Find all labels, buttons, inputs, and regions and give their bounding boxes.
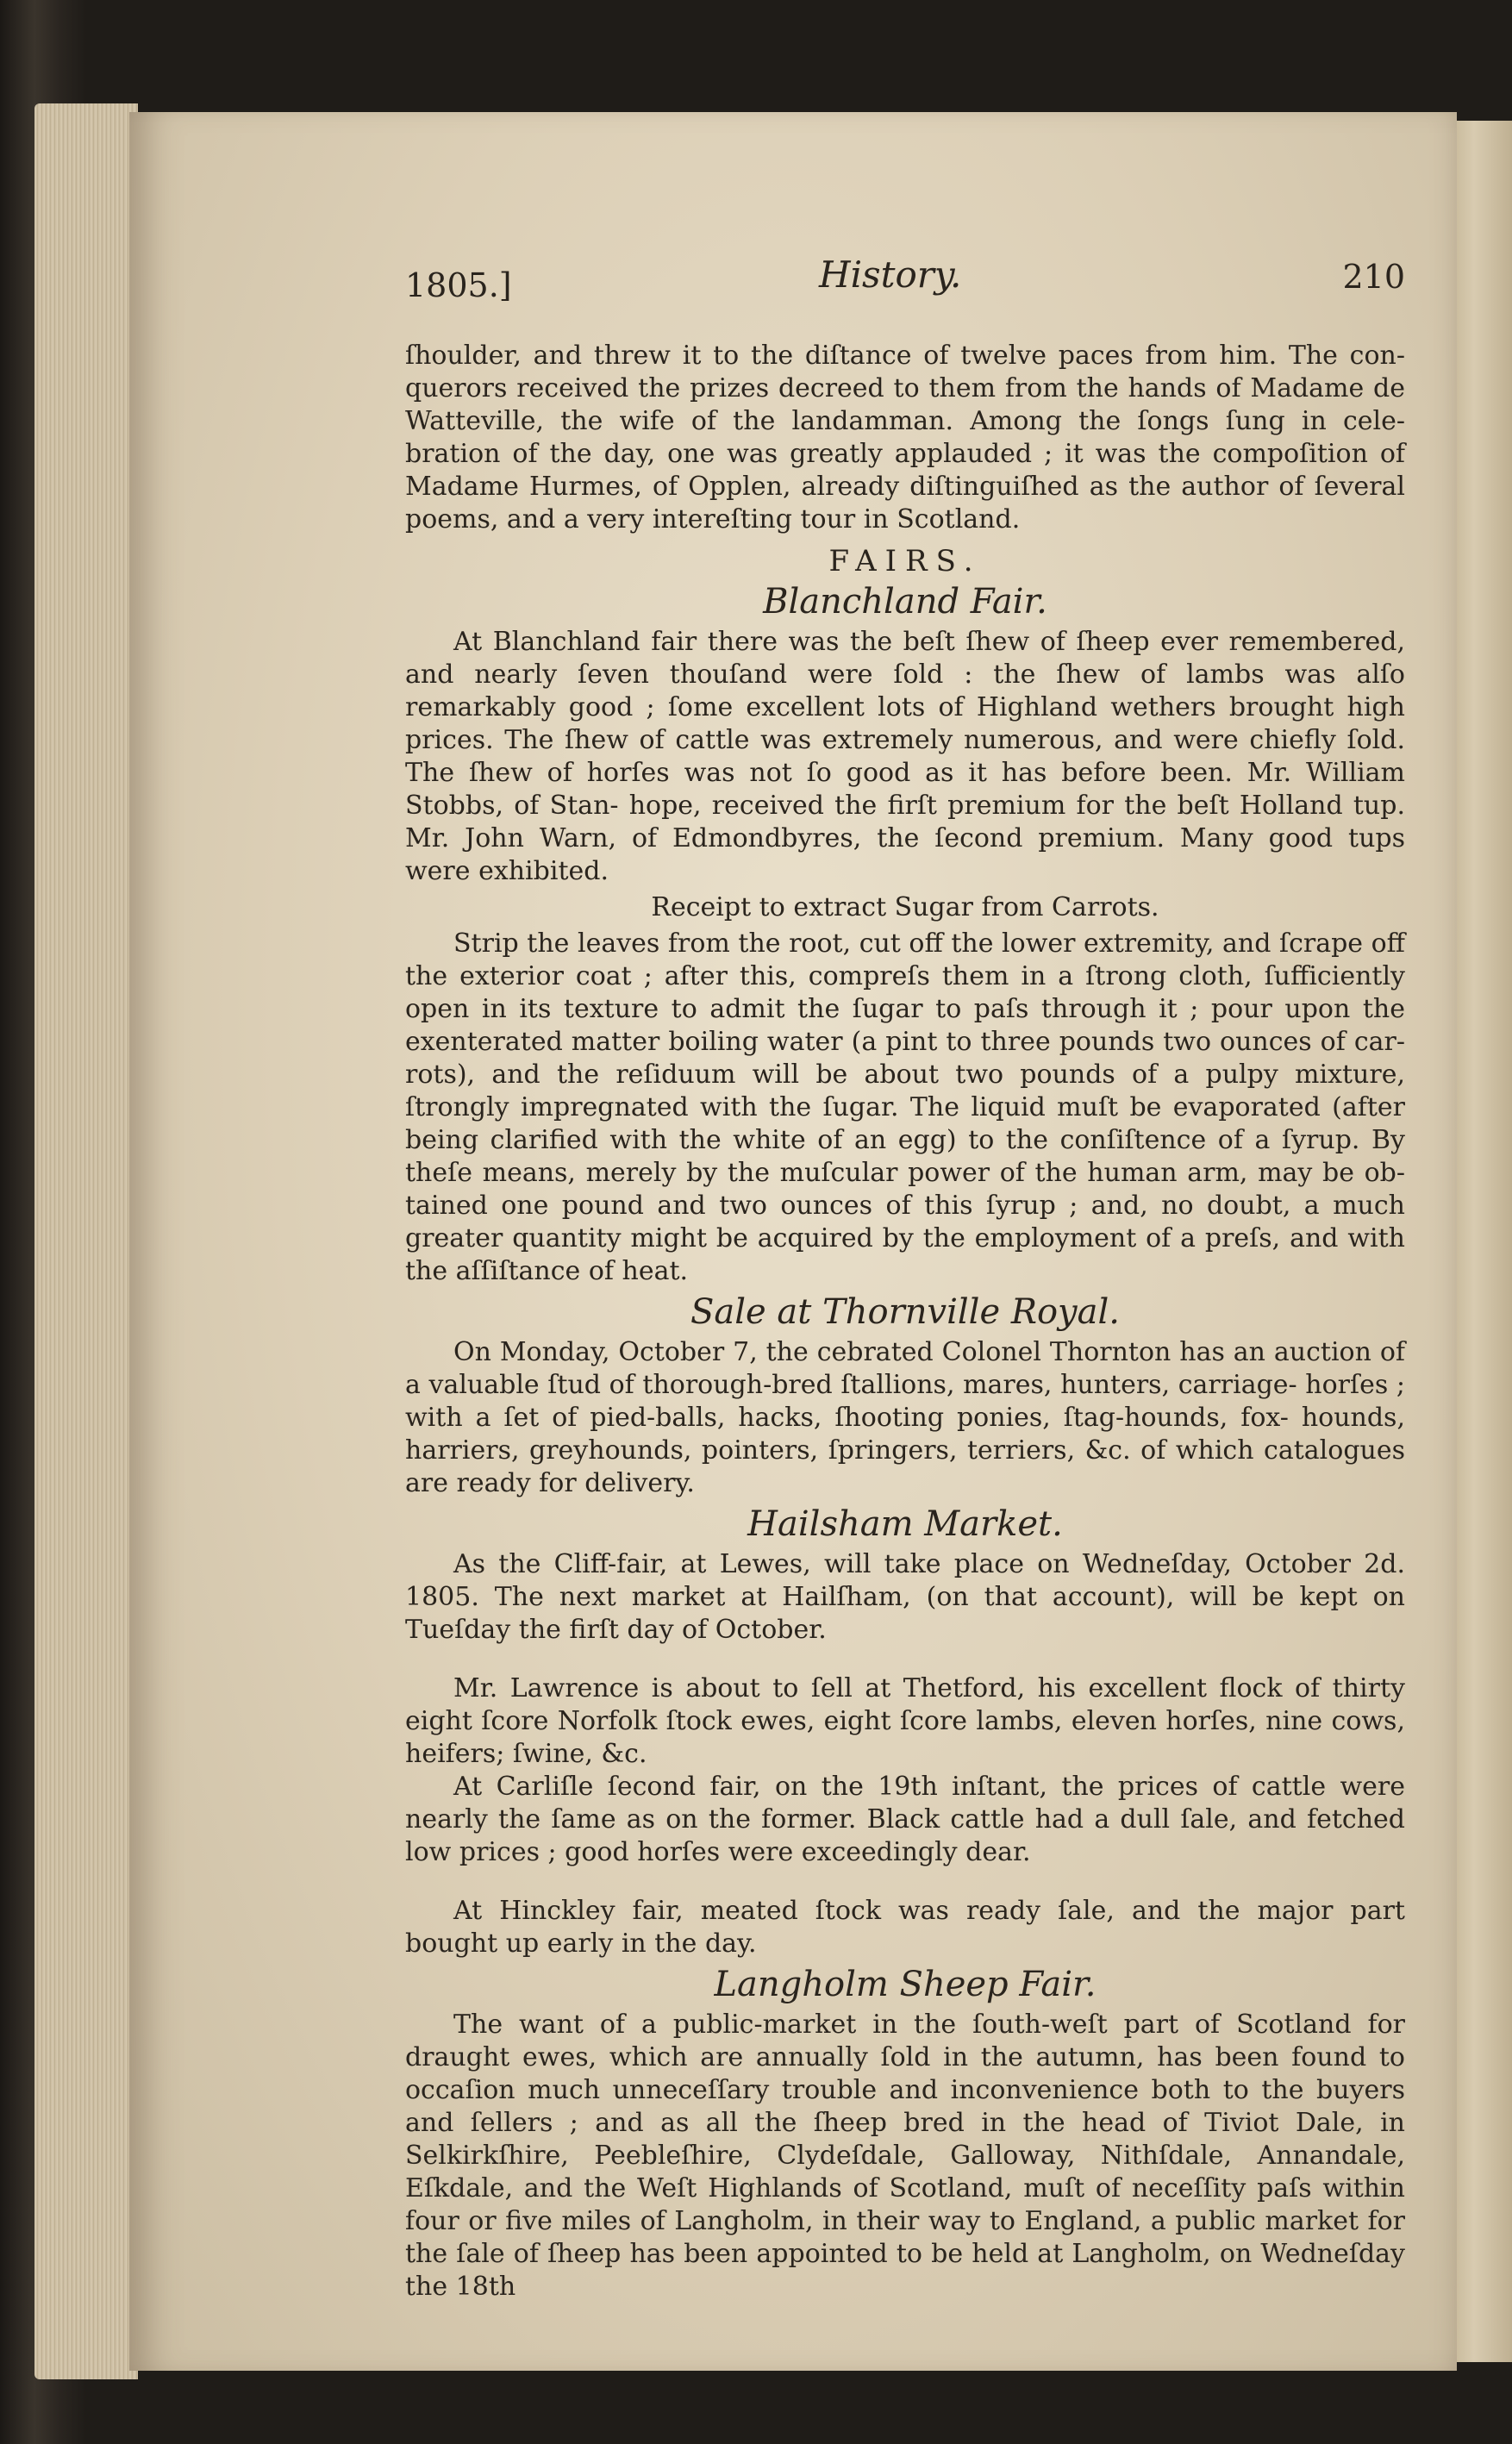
heading-hailsham-market: Hailsham Market.	[747, 1504, 1063, 1544]
paragraph-lawrence: Mr. Lawrence is about to ſell at Thetford, his excellent flock of thirty eight ſcore Norfolk ſtock ewes, eight ſcore lambs, eleven horſes, nine cows, heifers; ſwine, &c.	[405, 1673, 1405, 1769]
paragraph-festival: ſhoulder, and threw it to the diſtance of twelve paces from him. The con- querors received the prizes decreed to them from the hands of Madame de Watteville, the wife of the landamman. Among the ſongs ſung in cele- bration of the day, one was greatly applauded ; it was the compoſition of Madame Hurmes, of Opplen, already diſtinguiſhed as the author of ſeveral poems, and a very intereſting tour in Scotland.	[405, 341, 1405, 534]
paragraph-langholm: The want of a public-market in the ſouth-weſt part of Scotland for draught ewes, which are annually ſold in the autumn, has been found to occaſion much unneceſſary trouble and inconvenience both to the buyers and ſellers ; and as all the ſheep bred in the head of Tiviot Dale, in Selkirkſhire, Peebleſhire, Clydeſdale, Galloway, Nithſdale, Annandale, Eſkdale, and the Weſt Highlands of Scotland, muſt of neceſſity paſs within four or five miles of Langholm, in their way to England, a public market for the ſale of ſheep has been appointed to be held at Langholm, on Wedneſday the 18th	[405, 2010, 1405, 2302]
page-number: 210	[1342, 258, 1405, 296]
running-head	[405, 253, 1405, 310]
running-head-title: History.	[819, 253, 962, 296]
heading-sugar-receipt: Receipt to extract Sugar from Carrots.	[651, 892, 1159, 922]
spacer	[405, 1647, 1405, 1672]
running-head-year: 1805.]	[405, 266, 512, 304]
paragraph-hinckley: At Hinckley fair, meated ſtock was ready ſale, and the major part bought up early in the day.	[405, 1896, 1405, 1959]
paragraph-sugar-receipt: Strip the leaves from the root, cut off the lower extremity, and ſcrape off the exterior coat ; after this, compreſs them in a ſtrong cloth, ſufficiently open in its texture to admit the ſugar to paſs through it ; pour upon the exenterated matter boiling water (a pint to three pounds two ounces of car- rots), and the reſiduum will be about two pounds of a pulpy mixture, ſtrongly impregnated with the ſugar. The liquid muſt be evaporated (after being clarified with the white of an egg) to the conſiſtence of a ſyrup. By theſe means, merely by the muſcular power of the human arm, may be ob- tained one pound and two ounces of this ſyrup ; and, no doubt, a much greater quantity might be acquired by the employment of a preſs, and with the aſſiſtance of heat.	[405, 928, 1405, 1286]
paragraph-hailsham: As the Cliff-fair, at Lewes, will take place on Wedneſday, October 2d. 1805. The next market at Hailſham, (on that account), will be kept on Tueſday the firſt day of October.	[405, 1549, 1405, 1645]
heading-langholm-fair: Langholm Sheep Fair.	[714, 1965, 1097, 2004]
paragraph-thornville: On Monday, October 7, the cebrated Colonel Thornton has an auction of a valuable ſtud of thorough-bred ſtallions, mares, hunters, carriage- horſes ; with a ſet of pied-balls, hacks, ſhooting ponies, ſtag-hounds, fox- hounds, harriers, greyhounds, pointers, ſpringers, terriers, &c. of which catalogues are ready for delivery.	[405, 1337, 1405, 1498]
facing-page-edge	[1457, 121, 1512, 2362]
section-heading-fairs: FAIRS.	[828, 544, 982, 578]
spacer	[405, 1869, 1405, 1895]
page-text	[405, 253, 1405, 2303]
page-edges	[34, 103, 138, 2379]
paragraph-blanchland: At Blanchland fair there was the beſt ſhew of ſheep ever remembered, and nearly ſeven thouſand were ſold : the ſhew of lambs was alſo remarkably good ; ſome excellent lots of Highland wethers brought high prices. The ſhew of cattle was extremely numerous, and were chiefly ſold. The ſhew of horſes was not ſo good as it has before been. Mr. William Stobbs, of Stan- hope, received the firſt premium for the beſt Holland tup. Mr. John Warn, of Edmondbyres, the ſecond premium. Many good tups were exhibited.	[405, 627, 1405, 886]
heading-blanchland-fair: Blanchland Fair.	[763, 582, 1047, 622]
paragraph-carlisle: At Carliſle ſecond fair, on the 19th inſtant, the prices of cattle were nearly the ſame as on the former. Black cattle had a dull ſale, and fetched low prices ; good horſes were exceedingly dear.	[405, 1772, 1405, 1867]
heading-thornville-sale: Sale at Thornville Royal.	[690, 1292, 1120, 1332]
